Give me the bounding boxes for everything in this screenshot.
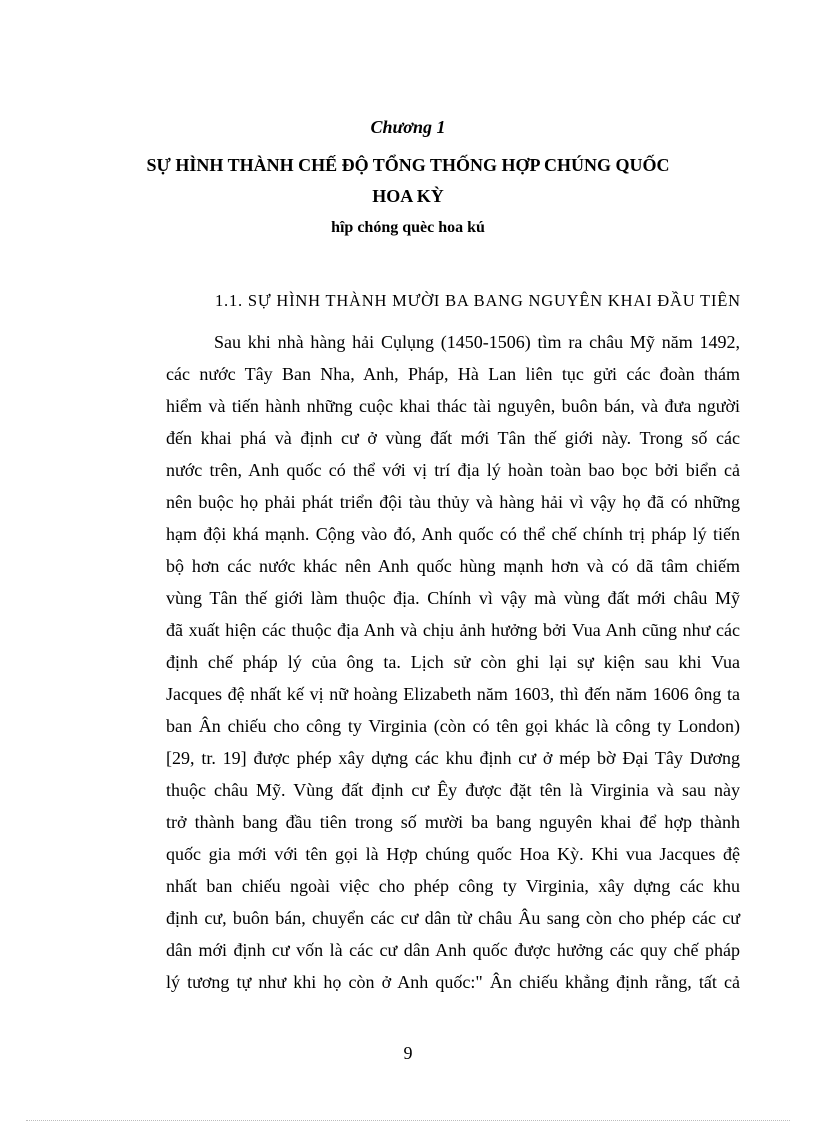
body-line: nên buộc họ phải phát triển đội tàu thủy và hàng hải vì vậy họ đã có những [166,492,740,512]
body-line: Jacques đệ nhất kế vị nữ hoàng Elizabeth năm 1603, thì đến năm 1606 ông ta [166,684,740,704]
body-line: vùng Tân thế giới làm thuộc địa. Chính vì vậy mà vùng đất mới châu Mỹ [166,588,740,608]
chapter-title-line-2: HOA KỲ [372,186,444,206]
body-line: Sau khi nhà hàng hải Cụlụng (1450-1506) tìm ra châu Mỹ năm 1492, [214,332,740,352]
body-line: hiểm và tiến hành những cuộc khai thác tài nguyên, buôn bán, và đưa người [166,396,740,416]
page-bottom-divider [26,1120,790,1121]
body-line: lý tương tự như khi họ còn ở Anh quốc:" Ân chiếu khẳng định rằng, tất cả [166,972,740,992]
body-line: các nước Tây Ban Nha, Anh, Pháp, Hà Lan liên tục gửi các đoàn thám [166,364,740,384]
body-line: quốc gia mới với tên gọi là Hợp chúng quốc Hoa Kỳ. Khi vua Jacques đệ [166,844,740,864]
body-line: dân mới định cư vốn là các cư dân Anh quốc được hưởng các quy chế pháp [166,940,740,960]
body-line: hạm đội khá mạnh. Cộng vào đó, Anh quốc có thể chế chính trị pháp lý tiến [166,524,740,544]
body-line: trở thành bang đầu tiên trong số mười ba bang nguyên khai để hợp thành [166,812,740,832]
body-line: bộ hơn các nước khác nên Anh quốc hùng mạnh hơn và có dã tâm chiếm [166,556,740,576]
chapter-label: Chương 1 [370,117,446,137]
body-line: nước trên, Anh quốc có thể với vị trí địa lý hoàn toàn bao bọc bởi biển cả [166,460,740,480]
page-number: 9 [403,1043,413,1063]
chapter-subtitle: hîp chóng quèc hoa kú [331,219,485,236]
body-line: đã xuất hiện các thuộc địa Anh và chịu ảnh hưởng bởi Vua Anh cũng như các [166,620,740,640]
body-line: thuộc châu Mỹ. Vùng đất định cư Êy được đặt tên là Virginia và sau này [166,780,740,800]
body-line: nhất ban chiếu ngoài việc cho phép công ty Virginia, xây dựng các khu [166,876,740,896]
section-heading: 1.1. SỰ HÌNH THÀNH MƯỜI BA BANG NGUYÊN KHAI ĐẦU TIÊN [215,291,741,310]
body-line: ban Ân chiếu cho công ty Virginia (còn có tên gọi khác là công ty London) [166,716,740,736]
body-line: [29, tr. 19] được phép xây dựng các khu định cư ở mép bờ Đại Tây Dương [166,748,740,768]
body-line: định chế pháp lý của ông ta. Lịch sử còn ghi lại sự kiện sau khi Vua [166,652,740,672]
body-line: đến khai phá và định cư ở vùng đất mới Tân thế giới này. Trong số các [166,428,740,448]
chapter-title-line-1: SỰ HÌNH THÀNH CHẾ ĐỘ TỔNG THỐNG HỢP CHÚNG QUỐC [146,155,670,175]
body-line: định cư, buôn bán, chuyển các cư dân từ châu Âu sang còn cho phép các cư [166,908,740,928]
